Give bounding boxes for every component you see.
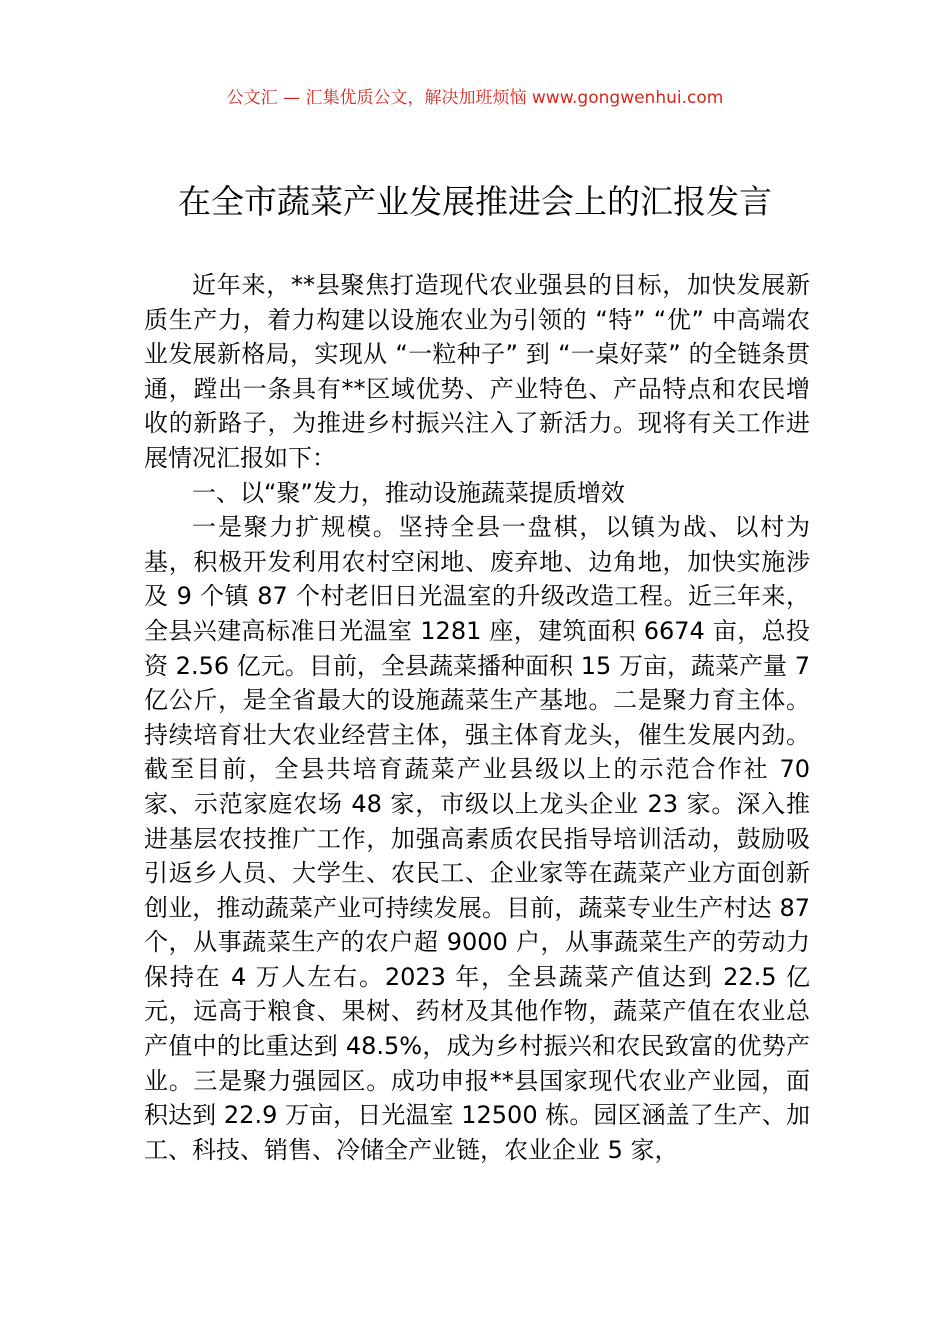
- document-title: 在全市蔬菜产业发展推进会上的汇报发言: [178, 182, 772, 221]
- body-paragraph: 一是聚力扩规模。坚持全县一盘棋，以镇为战、以村为基，积极开发利用农村空闲地、废弃地、边角地，加快实施涉及 9 个镇 87 个村老旧日光温室的升级改造工程。近三年来，全县兴建高标准日光温室 1281 座，建筑面积 6674 亩，总投资 2.56 亿元。目前，全县蔬菜播种面积 15 万亩，蔬菜产量 7 亿公斤，是全省最大的设施蔬菜生产基地。二是聚力育主体。持续培育壮大农业经营主体，强主体育龙头，催生发展内劲。截至目前，全县共培育蔬菜产业县级以上的示范合作社 70 家、示范家庭农场 48 家，市级以上龙头企业 23 家。深入推进基层农技推广工作，加强高素质农民指导培训活动，鼓励吸引返乡人员、大学生、农民工、企业家等在蔬菜产业方面创新创业，推动蔬菜产业可持续发展。目前，蔬菜专业生产村达 87 个，从事蔬菜生产的农户超 9000 户，从事蔬菜生产的劳动力保持在 4 万人左右。2023 年，全县蔬菜产值达到 22.5 亿元，远高于粮食、果树、药材及其他作物，蔬菜产值在农业总产值中的比重达到 48.5%，成为乡村振兴和农民致富的优势产业。三是聚力强园区。成功申报**县国家现代农业产业园，面积达到 22.9 万亩，日光温室 12500 栋。园区涵盖了生产、加工、科技、销售、冷储全产业链，农业企业 5 家，: [144, 513, 810, 1164]
- section-heading-1: 一、以“聚”发力，推动设施蔬菜提质增效: [192, 478, 625, 507]
- document-body: [144, 268, 810, 1167]
- site-header-banner: 公文汇 — 汇集优质公文，解决加班烦恼 www.gongwenhui.com: [226, 88, 724, 108]
- intro-paragraph: 近年来，**县聚焦打造现代农业强县的目标，加快发展新质生产力，着力构建以设施农业为引领的 “特” “优” 中高端农业发展新格局，实现从 “一粒种子” 到 “一桌好菜” 的全链条贯通，蹚出一条具有**区域优势、产业特色、产品特点和农民增收的新路子，为推进乡村振兴注入了新活力。现将有关工作进展情况汇报如下：: [144, 271, 810, 472]
